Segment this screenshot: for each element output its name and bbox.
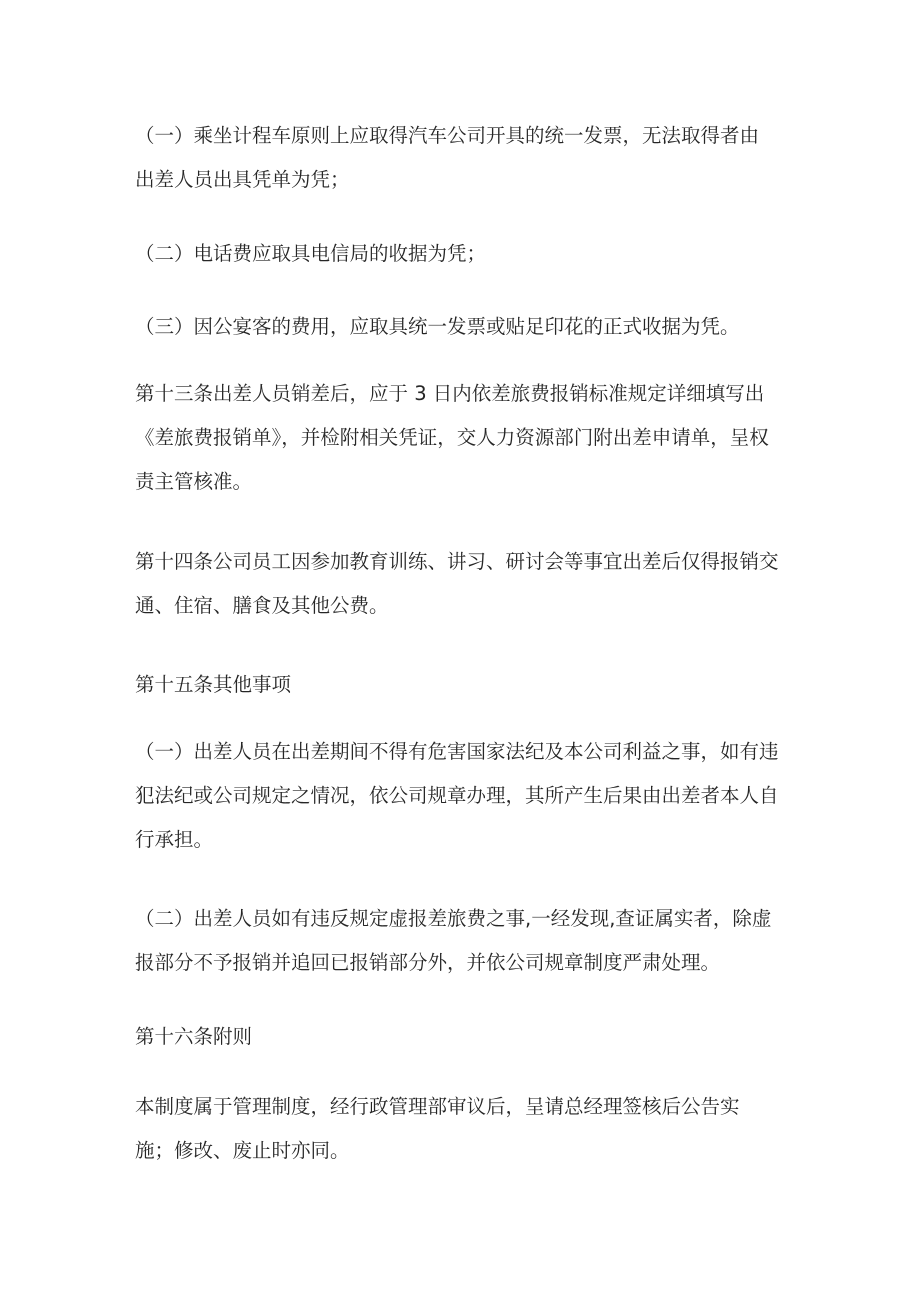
paragraph-supplementary [135, 1085, 795, 1173]
paragraph-article-14 [135, 540, 795, 628]
paragraph-article-15-heading [135, 663, 795, 707]
text-line: 行承担。 [135, 828, 214, 851]
paragraph-entertainment-receipt [135, 305, 795, 349]
text-line: 施；修改、废止时亦同。 [135, 1139, 350, 1162]
text-line: 第十五条其他事项 [135, 673, 292, 696]
text-line: 《差旅费报销单》，并检附相关凭证，交人力资源部门附出差申请单，呈权 [135, 426, 769, 449]
text-line: 第十三条出差人员销差后，应于 3 日内依差旅费报销标准规定详细填写出 [135, 382, 765, 405]
text-line: 报部分不予报销并追回已报销部分外，并依公司规章制度严肃处理。 [135, 951, 721, 974]
paragraph-misconduct [135, 730, 795, 862]
text-line: 本制度属于管理制度，经行政管理部审议后，呈请总经理签核后公告实 [135, 1095, 740, 1118]
text-line: （二）电话费应取具电信局的收据为凭； [135, 242, 487, 265]
text-line: 第十四条公司员工因参加教育训练、讲习、研讨会等事宜出差后仅得报销交 [135, 550, 779, 573]
text-line: （二）出差人员如有违反规定虚报差旅费之事,一经发现,查证属实者，除虚 [135, 907, 772, 930]
text-line: 第十六条附则 [135, 1025, 253, 1048]
paragraph-false-claims [135, 897, 795, 985]
text-line: （三）因公宴客的费用，应取具统一发票或贴足印花的正式收据为凭。 [135, 315, 740, 338]
text-line: 犯法纪或公司规定之情况，依公司规章办理，其所产生后果由出差者本人自 [135, 784, 779, 807]
text-line: 出差人员出具凭单为凭； [135, 168, 350, 191]
paragraph-taxi-receipt [135, 114, 795, 202]
paragraph-article-16-heading [135, 1015, 795, 1059]
text-line: 责主管核准。 [135, 470, 253, 493]
paragraph-phone-receipt [135, 232, 795, 276]
text-line: （一）乘坐计程车原则上应取得汽车公司开具的统一发票，无法取得者由 [135, 124, 760, 147]
paragraph-article-13 [135, 372, 795, 504]
text-line: 通、住宿、膳食及其他公费。 [135, 594, 389, 617]
text-line: （一）出差人员在出差期间不得有危害国家法纪及本公司利益之事，如有违 [135, 740, 779, 763]
